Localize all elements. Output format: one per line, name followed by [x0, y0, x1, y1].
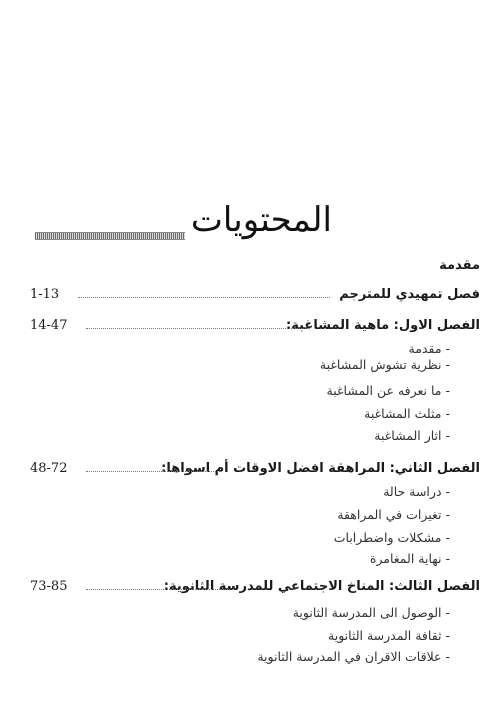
toc-subentry-title: - مقدمة [408, 341, 450, 356]
toc-subentry-title: - ما نعرفه عن المشاغبة [326, 383, 450, 398]
toc-entry-pages: 48-72 [30, 461, 68, 476]
toc-subentry-title: - دراسة حالة [383, 484, 450, 499]
title-decoration [35, 232, 185, 240]
toc-entry [30, 577, 480, 597]
toc-subentry [30, 505, 480, 525]
toc-subentry [30, 626, 480, 646]
toc-subentry [30, 404, 480, 424]
toc-subentry-title: - نظرية تشوش المشاغبة [319, 357, 450, 372]
toc-leader-dots [86, 471, 222, 472]
toc-subentry-title: - علاقات الاقران في المدرسة الثانوية [257, 649, 450, 664]
toc-subentry [30, 549, 480, 569]
toc-subentry-title: - مثلث المشاغبة [364, 406, 450, 421]
toc-entry-title: الفصل الثاني: المراهقة افضل الاوقات أم اسواها: [161, 461, 480, 476]
toc-subentry [30, 426, 480, 446]
toc-entry-pages: 1-13 [30, 287, 60, 302]
toc-entry-pages: 73-85 [30, 579, 68, 594]
toc-subentry [30, 528, 480, 548]
toc-subentry-title: - ثقافة المدرسة الثانوية [328, 628, 450, 643]
toc-subentry-title: - تغيرات في المراهقة [337, 507, 450, 522]
toc-entry-title: فصل تمهيدي للمترجم [339, 287, 480, 302]
toc-intro [30, 256, 480, 276]
toc-leader-dots [78, 297, 330, 298]
toc-entry [30, 316, 480, 336]
toc-subentry [30, 647, 480, 667]
toc-subentry-title: - نهاية المغامرة [369, 551, 450, 566]
toc-entry-pages: 14-47 [30, 318, 68, 333]
toc-subentry-title: - مشكلات واضطرابات [333, 530, 450, 545]
toc-entry-title: الفصل الثالث: المناخ الاجتماعي للمدرسة الثانوية: [163, 579, 480, 594]
toc-entry [30, 285, 480, 305]
toc-entry [30, 459, 480, 479]
toc-entry-title: الفصل الاول: ماهية المشاغبة: [286, 318, 480, 333]
page-title: المحتويات [190, 200, 332, 240]
toc-leader-dots [86, 589, 230, 590]
toc-subentry [30, 603, 480, 623]
toc-subentry [30, 381, 480, 401]
toc-subentry [30, 482, 480, 502]
toc-leader-dots [86, 328, 310, 329]
toc-subentry [30, 355, 480, 375]
toc-subentry-title: - اثار المشاغبة [374, 428, 450, 443]
toc-subentry-title: - الوصول الى المدرسة الثانوية [292, 605, 450, 620]
toc-intro-label: مقدمة [439, 258, 480, 273]
